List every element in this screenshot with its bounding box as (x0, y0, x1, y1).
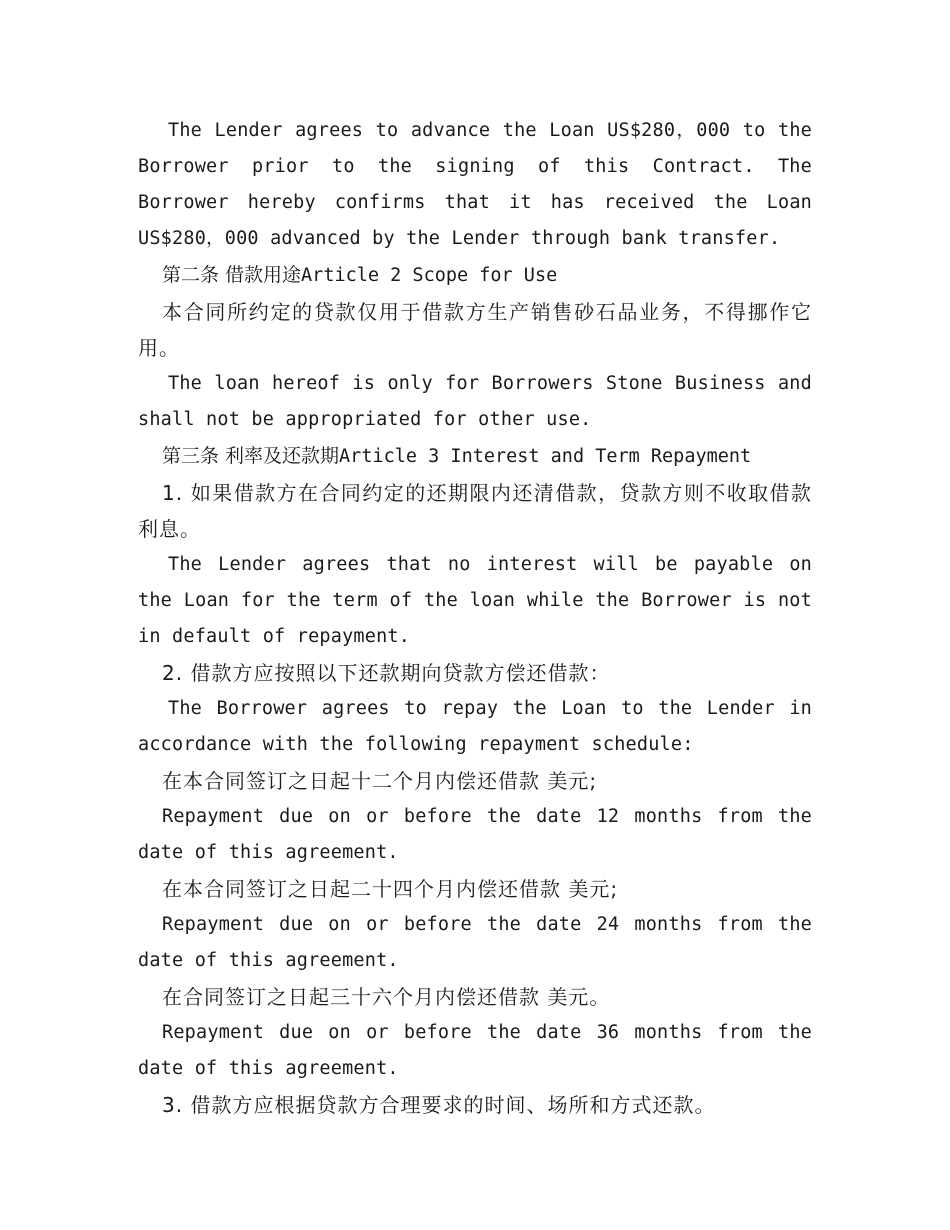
paragraph-repay-method-zh: 3. 借款方应根据贷款方合理要求的时间、场所和方式还款。 (162, 1093, 716, 1117)
paragraph-interest-zh: 1. 如果借款方在合同约定的还期限内还清借款，贷款方则不收取借款利息。 (138, 481, 812, 541)
paragraph-repay-36-en: Repayment due on or before the date 36 months from the date of this agreement. (138, 1022, 812, 1079)
paragraph-repay-12-zh: 在本合同签订之日起十二个月内偿还借款 美元; (162, 769, 598, 793)
article-2-heading (138, 257, 812, 294)
paragraph-loan-advance: The Lender agrees to advance the Loan US$280，000 to the Borrower prior to the signing of this Contract. The Borrower hereby confirms that it has received the Loan US$280，000 advanced by the Lender through bank transfer. (138, 120, 812, 249)
paragraph-scope-en: The loan hereof is only for Borrowers Stone Business and shall not be appropriated for other use. (138, 373, 812, 430)
article-2-heading-en: Article 2 Scope for Use (301, 265, 558, 286)
paragraph-repay-12-en: Repayment due on or before the date 12 months from the date of this agreement. (138, 806, 812, 863)
paragraph-repay-24-zh: 在本合同签订之日起二十四个月内偿还借款 美元; (162, 877, 619, 901)
article-3-heading (138, 438, 812, 475)
article-3-heading-en: Article 3 Interest and Term Repayment (339, 446, 752, 467)
paragraph-schedule-en: The Borrower agrees to repay the Loan to the Lender in accordance with the following repayment schedule: (138, 698, 812, 755)
paragraph-scope-zh: 本合同所约定的贷款仅用于借款方生产销售砂石品业务，不得挪作它用。 (138, 300, 812, 360)
article-2-heading-zh: 第二条 借款用途 (162, 264, 302, 286)
paragraph-repay-36-zh: 在合同签订之日起三十六个月内偿还借款 美元。 (162, 985, 611, 1009)
paragraph-interest-en: The Lender agrees that no interest will be payable on the Loan for the term of the loan while the Borrower is not in default of repayment. (138, 554, 812, 647)
article-3-heading-zh: 第三条 利率及还款期 (162, 445, 340, 467)
paragraph-repay-24-en: Repayment due on or before the date 24 months from the date of this agreement. (138, 914, 812, 971)
document-page (138, 113, 812, 1123)
paragraph-schedule-zh: 2. 借款方应按照以下还款期向贷款方偿还借款： (162, 661, 611, 685)
